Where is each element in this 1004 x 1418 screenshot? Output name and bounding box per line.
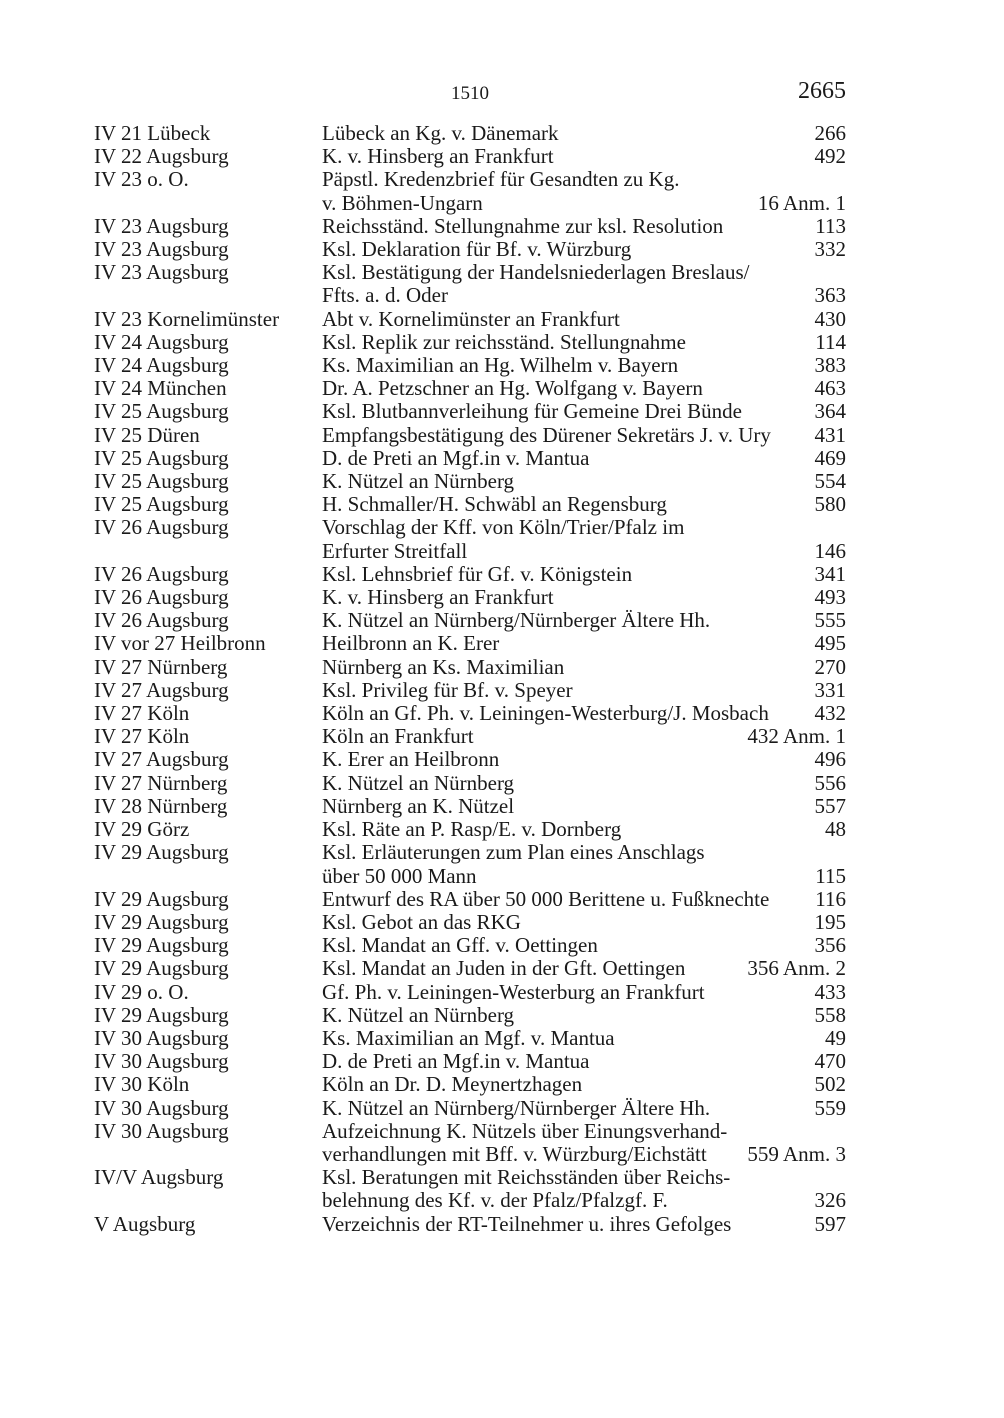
description-text: v. Böhmen-Ungarn (322, 190, 483, 215)
entry-date: IV 23 Augsburg (94, 260, 229, 285)
register-entry (94, 470, 846, 493)
description-line (322, 957, 846, 980)
description-line (322, 1097, 846, 1120)
entry-description (322, 725, 846, 748)
description-text: K. Nützel an Nürnberg (322, 1002, 515, 1027)
description-text: Aufzeichnung K. Nützels über Einungsverhand- (322, 1118, 728, 1143)
register-list (94, 122, 846, 1236)
entry-description (322, 841, 846, 887)
description-text: Abt v. Kornelimünster an Frankfurt (322, 306, 620, 331)
description-line (322, 1166, 846, 1189)
entry-date: IV 26 Augsburg (94, 561, 229, 586)
register-entry (94, 679, 846, 702)
page-reference: 356 (814, 933, 846, 958)
description-line (322, 748, 846, 771)
page-reference: 270 (814, 654, 846, 679)
page-reference: 432 (814, 701, 846, 726)
description-text: K. Nützel an Nürnberg/Nürnberger Ältere Hh. (322, 1095, 711, 1120)
register-entry (94, 145, 846, 168)
entry-date: IV 27 Köln (94, 724, 190, 749)
entry-description (322, 702, 846, 725)
register-entry (94, 934, 846, 957)
description-text: Ksl. Privileg für Bf. v. Speyer (322, 677, 573, 702)
page-reference: 463 (814, 376, 846, 401)
register-entry (94, 308, 846, 331)
description-text: D. de Preti an Mgf.in v. Mantua (322, 1049, 590, 1074)
entry-description (322, 772, 846, 795)
entry-date: IV 30 Augsburg (94, 1025, 229, 1050)
description-line (322, 1120, 846, 1143)
description-text: Ksl. Bestätigung der Handelsniederlagen Breslaus/ (322, 260, 750, 285)
description-text: Nürnberg an Ks. Maximilian (322, 654, 565, 679)
entry-description (322, 1004, 846, 1027)
entry-description (322, 957, 846, 980)
description-text: Erfurter Streitfall (322, 538, 468, 563)
register-entry (94, 447, 846, 470)
page-reference: 116 (815, 886, 846, 911)
entry-date: IV 29 Augsburg (94, 886, 229, 911)
entry-date: IV/V Augsburg (94, 1165, 224, 1190)
description-text: K. Nützel an Nürnberg (322, 770, 515, 795)
description-text: K. Nützel an Nürnberg/Nürnberger Ältere Hh. (322, 608, 711, 633)
description-text: belehnung des Kf. v. der Pfalz/Pfalzgf. F. (322, 1188, 668, 1213)
register-entry (94, 725, 846, 748)
description-text: Köln an Dr. D. Meynertzhagen (322, 1072, 583, 1097)
entry-description (322, 795, 846, 818)
register-entry (94, 1120, 846, 1166)
page-reference: 114 (815, 329, 846, 354)
entry-date: IV 24 Augsburg (94, 329, 229, 354)
register-entry (94, 354, 846, 377)
entry-description (322, 748, 846, 771)
entry-description (322, 934, 846, 957)
entry-date: IV 24 München (94, 376, 227, 401)
description-text: Ksl. Erläuterungen zum Plan eines Anschlags (322, 840, 705, 865)
description-line (322, 447, 846, 470)
description-text: Lübeck an Kg. v. Dänemark (322, 121, 559, 145)
entry-description (322, 122, 846, 145)
page-reference: 559 Anm. 3 (747, 1141, 846, 1166)
register-entry (94, 168, 846, 214)
entry-description (322, 377, 846, 400)
page-reference: 493 (814, 585, 846, 610)
page-reference: 115 (815, 863, 846, 888)
page-reference: 580 (814, 492, 846, 517)
description-text: Empfangsbestätigung des Dürener Sekretärs J. v. Ury (322, 422, 771, 447)
description-line (322, 308, 846, 331)
entry-description (322, 215, 846, 238)
register-entry (94, 609, 846, 632)
entry-description (322, 1213, 846, 1236)
page-reference: 557 (814, 793, 846, 818)
description-line (322, 656, 846, 679)
register-entry (94, 516, 846, 562)
description-line (322, 934, 846, 957)
register-entry (94, 772, 846, 795)
entry-description (322, 493, 846, 516)
description-line (322, 516, 846, 539)
entry-date: IV 28 Nürnberg (94, 793, 228, 818)
entry-description (322, 308, 846, 331)
entry-date: IV 23 Augsburg (94, 237, 229, 262)
entry-date: IV 26 Augsburg (94, 585, 229, 610)
description-text: Päpstl. Kredenzbrief für Gesandten zu Kg. (322, 167, 680, 192)
register-entry (94, 238, 846, 261)
description-line (322, 493, 846, 516)
page-number: 2665 (798, 78, 846, 104)
description-line (322, 586, 846, 609)
entry-description (322, 354, 846, 377)
description-text: Ksl. Deklaration für Bf. v. Würzburg (322, 237, 632, 262)
description-line (322, 609, 846, 632)
entry-description (322, 1120, 846, 1166)
entry-description (322, 1073, 846, 1096)
description-line (322, 1004, 846, 1027)
description-text: Ksl. Mandat an Gff. v. Oettingen (322, 933, 598, 958)
description-line (322, 818, 846, 841)
description-line (322, 424, 846, 447)
entry-date: IV 30 Augsburg (94, 1095, 229, 1120)
entry-date: IV vor 27 Heilbronn (94, 631, 266, 656)
entry-date: IV 27 Nürnberg (94, 654, 228, 679)
entry-date: IV 23 Augsburg (94, 213, 229, 238)
page-reference: 555 (814, 608, 846, 633)
page-reference: 331 (814, 677, 846, 702)
description-line (322, 540, 846, 563)
entry-description (322, 911, 846, 934)
description-line (322, 1143, 846, 1166)
description-text: Ksl. Gebot an das RKG (322, 909, 521, 934)
entry-date: IV 27 Augsburg (94, 677, 229, 702)
page-reference: 597 (814, 1211, 846, 1236)
page-year: 1510 (451, 83, 489, 104)
entry-description (322, 609, 846, 632)
entry-date: IV 23 o. O. (94, 167, 189, 192)
entry-description (322, 447, 846, 470)
page-reference: 363 (814, 283, 846, 308)
page-reference: 558 (814, 1002, 846, 1027)
register-entry (94, 377, 846, 400)
entry-date: IV 29 Augsburg (94, 840, 229, 865)
entry-description (322, 981, 846, 1004)
description-line (322, 911, 846, 934)
entry-description (322, 1050, 846, 1073)
register-entry (94, 632, 846, 655)
entry-date: IV 29 Görz (94, 817, 190, 842)
description-text: über 50 000 Mann (322, 863, 477, 888)
description-text: K. v. Hinsberg an Frankfurt (322, 144, 554, 169)
entry-date: IV 21 Lübeck (94, 121, 211, 145)
register-entry (94, 702, 846, 725)
entry-date: IV 29 o. O. (94, 979, 189, 1004)
description-text: Verzeichnis der RT-Teilnehmer u. ihres Gefolges (322, 1211, 732, 1236)
description-line (322, 192, 846, 215)
description-text: Ks. Maximilian an Mgf. v. Mantua (322, 1025, 615, 1050)
page-reference: 195 (814, 909, 846, 934)
description-text: H. Schmaller/H. Schwäbl an Regensburg (322, 492, 667, 517)
register-entry (94, 748, 846, 771)
entry-date: IV 26 Augsburg (94, 608, 229, 633)
entry-date: IV 27 Augsburg (94, 747, 229, 772)
description-text: Entwurf des RA über 50 000 Berittene u. Fußknechte (322, 886, 770, 911)
entry-date: IV 22 Augsburg (94, 144, 229, 169)
entry-description (322, 1027, 846, 1050)
description-text: Ksl. Räte an P. Rasp/E. v. Dornberg (322, 817, 622, 842)
entry-description (322, 145, 846, 168)
register-entry (94, 586, 846, 609)
description-line (322, 145, 846, 168)
entry-description (322, 331, 846, 354)
entry-date: IV 29 Augsburg (94, 909, 229, 934)
register-entry (94, 841, 846, 887)
register-entry (94, 493, 846, 516)
register-entry (94, 424, 846, 447)
description-line (322, 865, 846, 888)
register-entry (94, 261, 846, 307)
entry-description (322, 563, 846, 586)
register-entry (94, 656, 846, 679)
description-line (322, 888, 846, 911)
page-reference: 559 (814, 1095, 846, 1120)
page-reference: 496 (814, 747, 846, 772)
entry-description (322, 1097, 846, 1120)
entry-date: IV 25 Augsburg (94, 445, 229, 470)
entry-date: IV 30 Augsburg (94, 1049, 229, 1074)
register-entry (94, 911, 846, 934)
page-reference: 383 (814, 353, 846, 378)
description-line (322, 470, 846, 493)
description-line (322, 331, 846, 354)
description-line (322, 377, 846, 400)
entry-date: IV 25 Augsburg (94, 399, 229, 424)
register-entry (94, 818, 846, 841)
page-reference: 146 (814, 538, 846, 563)
description-line (322, 1050, 846, 1073)
page-reference: 433 (814, 979, 846, 1004)
description-text: K. Nützel an Nürnberg (322, 469, 515, 494)
entry-description (322, 888, 846, 911)
entry-description (322, 516, 846, 562)
entry-date: IV 25 Augsburg (94, 492, 229, 517)
description-line (322, 981, 846, 1004)
description-line (322, 215, 846, 238)
description-text: Ksl. Mandat an Juden in der Gft. Oettingen (322, 956, 686, 981)
entry-description (322, 656, 846, 679)
description-line (322, 261, 846, 284)
entry-description (322, 168, 846, 214)
description-text: Ksl. Beratungen mit Reichsständen über Reichs- (322, 1165, 731, 1190)
description-text: Ksl. Lehnsbrief für Gf. v. Königstein (322, 561, 633, 586)
page-reference: 431 (814, 422, 846, 447)
entry-date: V Augsburg (94, 1211, 196, 1236)
register-entry (94, 1097, 846, 1120)
register-entry (94, 1166, 846, 1212)
entry-description (322, 400, 846, 423)
page-reference: 332 (814, 237, 846, 262)
page-reference: 470 (814, 1049, 846, 1074)
entry-date: IV 26 Augsburg (94, 515, 229, 540)
description-line (322, 679, 846, 702)
description-line (322, 725, 846, 748)
page-reference: 492 (814, 144, 846, 169)
page-reference: 554 (814, 469, 846, 494)
entry-date: IV 25 Augsburg (94, 469, 229, 494)
register-entry (94, 1050, 846, 1073)
entry-description (322, 586, 846, 609)
entry-date: IV 29 Augsburg (94, 956, 229, 981)
description-line (322, 168, 846, 191)
entry-description (322, 261, 846, 307)
description-text: D. de Preti an Mgf.in v. Mantua (322, 445, 590, 470)
page-reference: 113 (815, 213, 846, 238)
entry-date: IV 27 Köln (94, 701, 190, 726)
description-line (322, 354, 846, 377)
register-entry (94, 981, 846, 1004)
page-header (94, 78, 846, 108)
description-text: Ksl. Replik zur reichsständ. Stellungnahme (322, 329, 686, 354)
entry-description (322, 818, 846, 841)
page-reference: 16 Anm. 1 (757, 190, 846, 215)
entry-description (322, 679, 846, 702)
description-text: K. Erer an Heilbronn (322, 747, 500, 772)
page-reference: 48 (825, 817, 846, 842)
page-reference: 502 (814, 1072, 846, 1097)
register-entry (94, 1213, 846, 1236)
description-text: K. v. Hinsberg an Frankfurt (322, 585, 554, 610)
register-entry (94, 563, 846, 586)
register-entry (94, 795, 846, 818)
page-reference: 556 (814, 770, 846, 795)
description-text: Reichsständ. Stellungnahme zur ksl. Resolution (322, 213, 724, 238)
entry-description (322, 1166, 846, 1212)
register-entry (94, 957, 846, 980)
register-entry (94, 1073, 846, 1096)
description-line (322, 1189, 846, 1212)
page-reference: 495 (814, 631, 846, 656)
description-line (322, 795, 846, 818)
description-line (322, 772, 846, 795)
entry-description (322, 632, 846, 655)
description-text: Köln an Frankfurt (322, 724, 474, 749)
description-text: verhandlungen mit Bff. v. Würzburg/Eichstätt (322, 1141, 707, 1166)
description-line (322, 841, 846, 864)
page-reference: 49 (825, 1025, 846, 1050)
description-text: Ffts. a. d. Oder (322, 283, 448, 308)
entry-description (322, 470, 846, 493)
entry-description (322, 424, 846, 447)
description-line (322, 702, 846, 725)
description-text: Heilbronn an K. Erer (322, 631, 500, 656)
register-entry (94, 888, 846, 911)
page-reference: 341 (814, 561, 846, 586)
register-entry (94, 400, 846, 423)
entry-date: IV 30 Köln (94, 1072, 190, 1097)
page-reference: 469 (814, 445, 846, 470)
description-line (322, 238, 846, 261)
description-line (322, 1027, 846, 1050)
description-line (322, 1213, 846, 1236)
page-reference: 430 (814, 306, 846, 331)
description-text: Nürnberg an K. Nützel (322, 793, 515, 818)
description-line (322, 284, 846, 307)
description-text: Ksl. Blutbannverleihung für Gemeine Drei Bünde (322, 399, 742, 424)
page-reference: 326 (814, 1188, 846, 1213)
entry-description (322, 238, 846, 261)
entry-date: IV 27 Nürnberg (94, 770, 228, 795)
page-reference: 364 (814, 399, 846, 424)
description-text: Gf. Ph. v. Leiningen-Westerburg an Frankfurt (322, 979, 705, 1004)
description-text: Vorschlag der Kff. von Köln/Trier/Pfalz im (322, 515, 685, 540)
page-reference: 266 (814, 121, 846, 145)
register-entry (94, 215, 846, 238)
description-text: Dr. A. Petzschner an Hg. Wolfgang v. Bayern (322, 376, 703, 401)
description-line (322, 122, 846, 145)
description-text: Ks. Maximilian an Hg. Wilhelm v. Bayern (322, 353, 679, 378)
register-entry (94, 1027, 846, 1050)
register-entry (94, 331, 846, 354)
page-reference: 356 Anm. 2 (747, 956, 846, 981)
description-line (322, 563, 846, 586)
entry-date: IV 24 Augsburg (94, 353, 229, 378)
entry-date: IV 30 Augsburg (94, 1118, 229, 1143)
description-line (322, 1073, 846, 1096)
entry-date: IV 29 Augsburg (94, 1002, 229, 1027)
entry-date: IV 23 Kornelimünster (94, 306, 280, 331)
register-entry (94, 1004, 846, 1027)
description-text: Köln an Gf. Ph. v. Leiningen-Westerburg/J. Mosbach (322, 701, 769, 726)
entry-date: IV 25 Düren (94, 422, 200, 447)
register-entry (94, 122, 846, 145)
page-reference: 432 Anm. 1 (747, 724, 846, 749)
description-line (322, 400, 846, 423)
description-line (322, 632, 846, 655)
entry-date: IV 29 Augsburg (94, 933, 229, 958)
